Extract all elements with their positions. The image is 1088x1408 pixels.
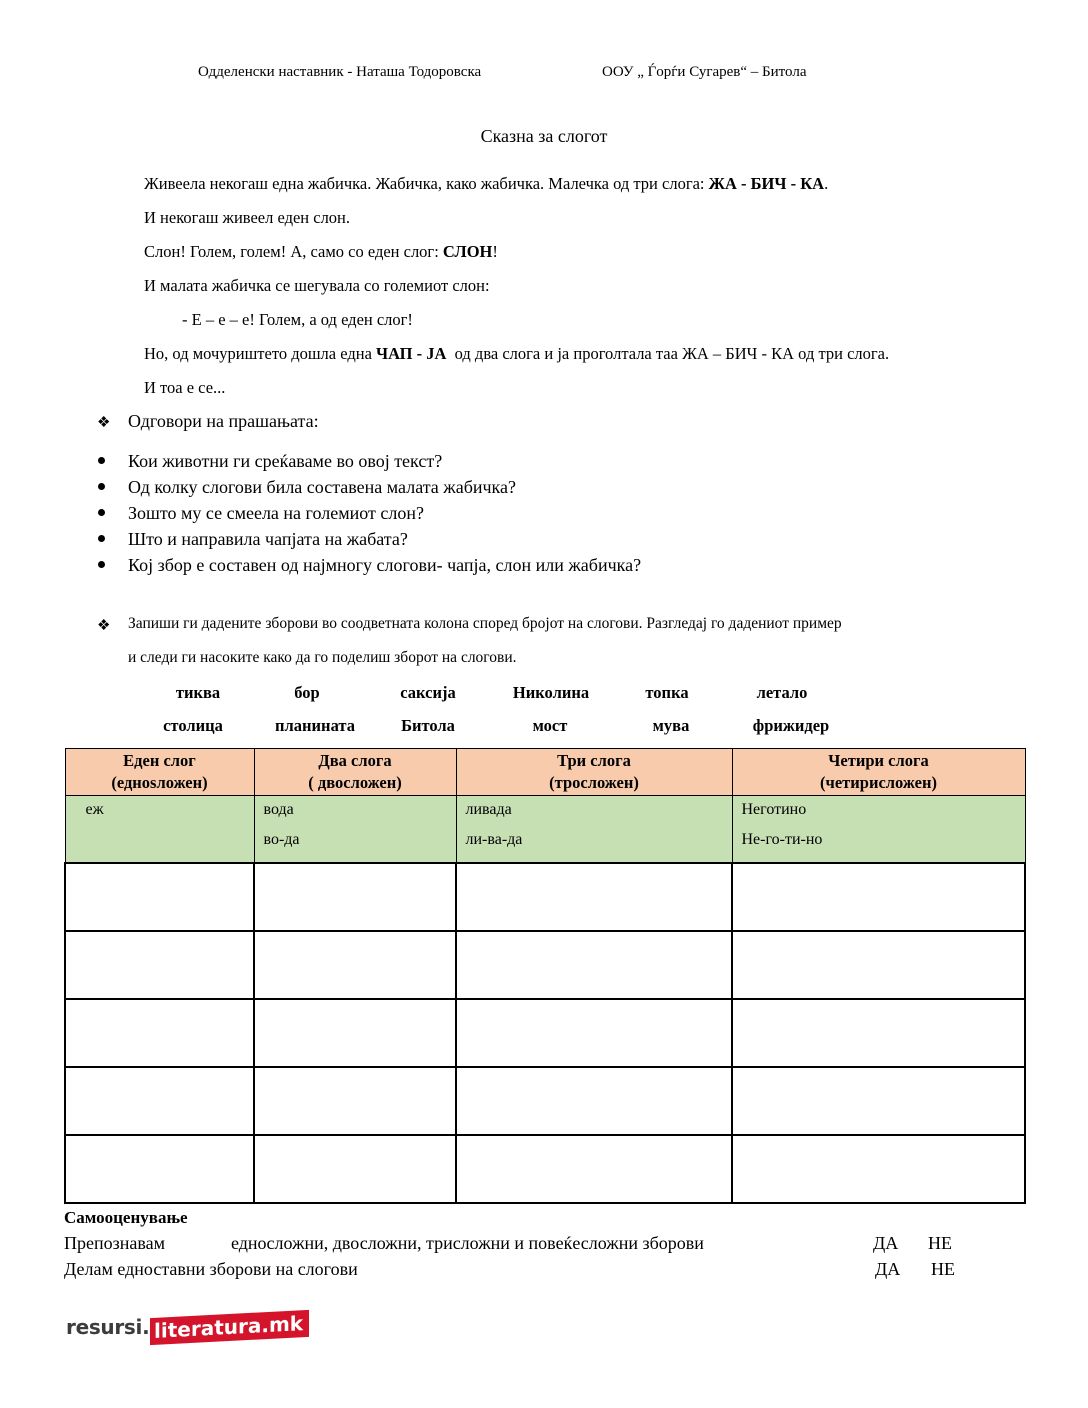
answer-cell[interactable]	[254, 1135, 456, 1203]
answer-cell[interactable]	[456, 1135, 732, 1203]
logo-part-literatura: literatura.mk	[150, 1309, 309, 1344]
word-item: саксија	[400, 683, 456, 702]
table-row	[65, 1135, 1025, 1203]
logo-part-resursi: resursi.	[66, 1315, 150, 1339]
story-text: Живеела некогаш една жабичка. Жабичка, како жабичка. Малечка од три слога:	[144, 174, 709, 193]
question-item	[96, 552, 641, 578]
question-item	[96, 526, 641, 552]
table-row	[65, 999, 1025, 1067]
answer-cell[interactable]	[254, 863, 456, 931]
example-cell: ливада ли-ва-да	[456, 796, 732, 864]
answer-cell[interactable]	[732, 931, 1025, 999]
answer-cell[interactable]	[732, 863, 1025, 931]
story-line-5: - Е – е – е! Голем, а од еден слог!	[182, 310, 413, 329]
yes-option[interactable]: ДА	[873, 1233, 899, 1253]
word-item: Николина	[512, 683, 590, 702]
story-line-6	[144, 344, 889, 364]
site-logo	[66, 1312, 310, 1342]
header-four-syllables: Четири слога (четирисложен)	[732, 749, 1025, 796]
table-header-row	[65, 749, 1025, 796]
word-item: тиква	[175, 683, 221, 702]
story-text: !	[492, 242, 498, 261]
example-cell: вода во-да	[254, 796, 456, 864]
word-item: планината	[275, 716, 355, 735]
bullet-icon	[98, 561, 105, 568]
question-item	[96, 500, 641, 526]
story-text: Слон! Голем, голем! А, само со еден слог:	[144, 242, 443, 261]
story-line-1	[144, 174, 828, 194]
task1-label: Одговори на прашањата:	[128, 411, 319, 431]
story-syllables: СЛОН	[442, 242, 493, 261]
word-item: бор	[294, 683, 320, 702]
teacher-name: Одделенски наставник - Наташа Тодоровска	[198, 64, 482, 80]
question-item	[96, 448, 641, 474]
bullet-icon	[98, 509, 105, 516]
yes-option[interactable]: ДА	[875, 1259, 901, 1279]
story-line-7: И тоа е се...	[144, 378, 226, 397]
task2-line-2: и следи ги насоките како да го поделиш зборот на слогови.	[128, 649, 517, 666]
story-text: Но, од мочуриштето дошла една	[144, 344, 377, 363]
answer-cell[interactable]	[456, 863, 732, 931]
answer-cell[interactable]	[456, 1067, 732, 1135]
word-item: фрижидер	[752, 716, 830, 735]
question-text: Кои животни ги среќаваме во овој текст?	[128, 451, 443, 471]
header-one-syllable: Еден слог (еднosложен)	[65, 749, 254, 796]
diamond-bullet-icon: ❖	[97, 618, 111, 634]
question-text: Од колку слогови била составена малата жабичка?	[128, 477, 517, 497]
answer-cell[interactable]	[65, 931, 254, 999]
table-row	[65, 863, 1025, 931]
question-item	[96, 474, 641, 500]
page-title: Сказна за слогот	[480, 126, 608, 146]
bullet-icon	[98, 483, 105, 490]
self-assessment-label-1a: Препознавам	[64, 1233, 165, 1253]
answer-cell[interactable]	[254, 999, 456, 1067]
story-syllables: ЧАП - ЈА	[376, 344, 447, 363]
word-item: топка	[645, 683, 689, 702]
answer-cell[interactable]	[732, 1067, 1025, 1135]
header-two-syllables: Два слога ( двосложен)	[254, 749, 456, 796]
example-row	[65, 796, 1025, 864]
story-line-4: И малата жабичка се шегувала со големиот слон:	[144, 276, 490, 295]
answer-cell[interactable]	[65, 999, 254, 1067]
question-text: Кој збор е составен од најмногу слогови- чапја, слон или жабичка?	[128, 555, 642, 575]
answer-cell[interactable]	[254, 1067, 456, 1135]
word-item: Битола	[401, 716, 455, 735]
no-option[interactable]: НЕ	[931, 1259, 955, 1279]
header-three-syllables: Три слога (тросложен)	[456, 749, 732, 796]
self-assessment-label-2: Делам едноставни зборови на слогови	[64, 1259, 358, 1279]
answer-cell[interactable]	[65, 1067, 254, 1135]
answer-cell[interactable]	[456, 999, 732, 1067]
story-line-2: И некогаш живеел еден слон.	[144, 208, 351, 227]
answer-cell[interactable]	[732, 1135, 1025, 1203]
example-cell: еж	[65, 796, 254, 864]
bullet-icon	[98, 457, 105, 464]
no-option[interactable]: НЕ	[928, 1233, 952, 1253]
story-text: .	[824, 174, 829, 193]
diamond-bullet-icon: ❖	[97, 415, 111, 431]
question-text: Зошто му се смеела на големиот слон?	[128, 503, 424, 523]
self-assessment-label-1b: еднoсложни, двосложни, трисложни и повеќесложни зборови	[231, 1233, 704, 1253]
story-syllables: ЖА - БИЧ - КА	[708, 174, 825, 193]
syllable-table	[64, 748, 1026, 1204]
example-cell: Неготино Не-го-ти-но	[732, 796, 1025, 864]
question-text: Што и направила чапјата на жабата?	[128, 529, 408, 549]
answer-cell[interactable]	[65, 1135, 254, 1203]
task2-line-1: Запиши ги дадените зборови во соодветната колона според бројот на слогови. Разгледај го дадениот пример	[128, 615, 842, 632]
word-item: летало	[756, 683, 808, 702]
bullet-icon	[98, 535, 105, 542]
word-item: мост	[532, 716, 568, 735]
word-item: столица	[163, 716, 223, 735]
self-assessment-title: Самооценување	[64, 1208, 188, 1227]
answer-cell[interactable]	[732, 999, 1025, 1067]
answer-cell[interactable]	[456, 931, 732, 999]
school-name: ООУ „ Ѓорѓи Сугарев“ – Битола	[602, 64, 807, 80]
word-item: мува	[652, 716, 690, 735]
table-row	[65, 1067, 1025, 1135]
answer-cell[interactable]	[254, 931, 456, 999]
story-text: од два слога и ја проголтала таа ЖА – БИЧ - КА од три слога.	[446, 344, 890, 363]
answer-cell[interactable]	[65, 863, 254, 931]
table-row	[65, 931, 1025, 999]
story-line-3	[144, 242, 498, 262]
question-list	[96, 448, 641, 578]
